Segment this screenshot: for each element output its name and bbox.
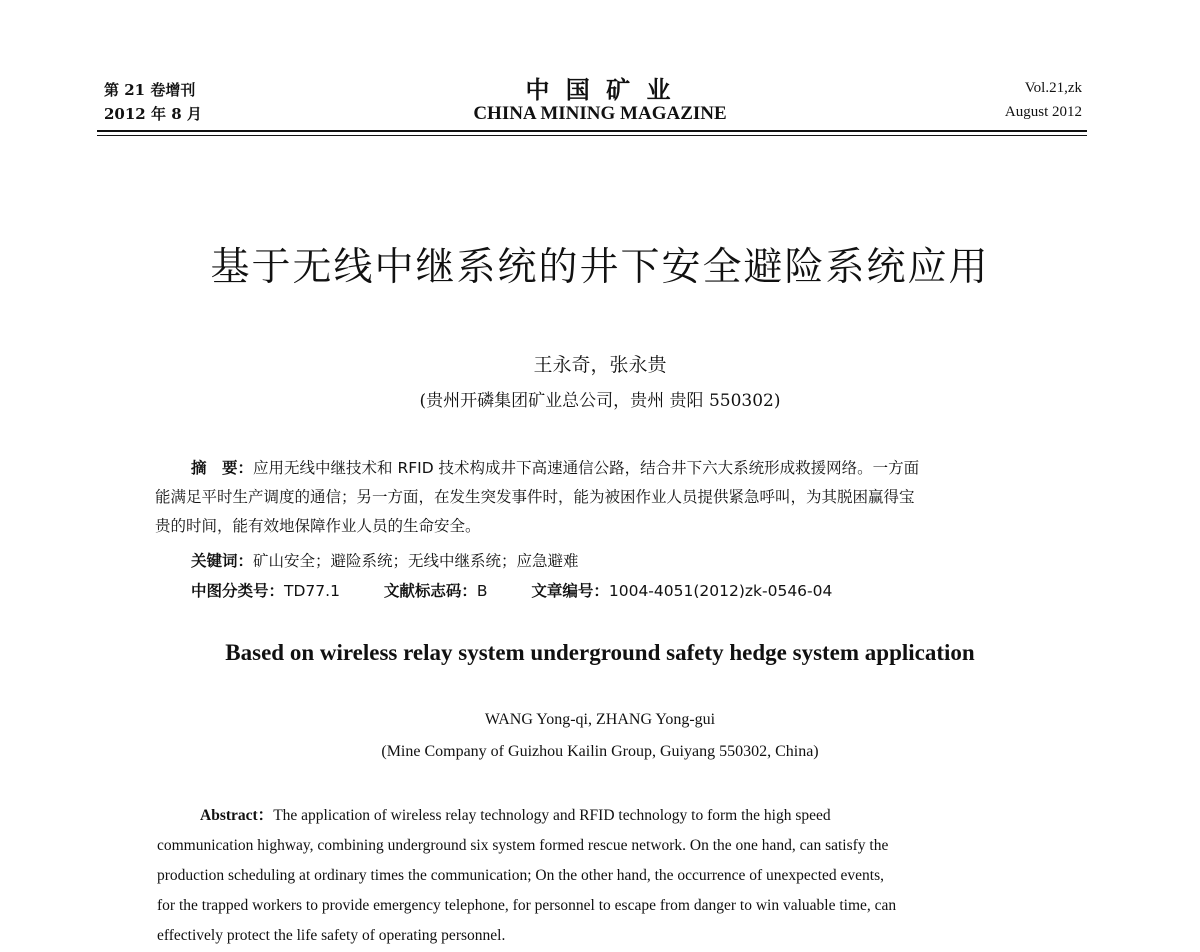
abstract-cn-line: 摘 要：应用无线中继技术和 RFID 技术构成井下高速通信公路，结合井下六大系统形成救援网络。一方面 [191, 459, 920, 477]
authors-en: WANG Yong-qi, ZHANG Yong-gui [484, 711, 716, 728]
journal-title-cn: 中 国 矿 业 [525, 75, 675, 104]
keywords-cn-text: 矿山安全；避险系统；无线中继系统；应急避难 [253, 552, 579, 570]
doc-code-value: B [476, 582, 488, 600]
article-no-value: 1004-4051(2012)zk-0546-04 [608, 582, 833, 600]
abstract-cn-label: 摘 要： [191, 459, 254, 477]
journal-title-en: CHINA MINING MAGAZINE [473, 103, 727, 124]
abstract-en-label: Abstract： [200, 807, 274, 824]
authors-cn: 王永奇，张永贵 [533, 354, 667, 376]
abstract-en-line: effectively protect the life safety of operating personnel. [157, 927, 506, 944]
date-cn: 2012 年 8 月 [104, 105, 202, 123]
classification-row: 中图分类号：TD77.1 文献标志码：B 文章编号：1004-4051(2012)zk-0546-04 [191, 582, 833, 600]
volume-cn: 第 21 卷增刊 [104, 81, 196, 99]
header-rule-thick [97, 130, 1087, 132]
affiliation-en: (Mine Company of Guizhou Kailin Group, Guiyang 550302, China) [381, 743, 819, 760]
clc-value: TD77.1 [284, 582, 340, 600]
paper-title-en: Based on wireless relay system underground safety hedge system application [225, 640, 975, 665]
keywords-cn [191, 547, 579, 576]
abstract-en-line: Abstract：The application of wireless relay technology and RFID technology to form the high speed [200, 807, 831, 824]
abstract-en-line: production scheduling at ordinary times the communication; On the other hand, the occurrence of unexpected events, [157, 867, 884, 884]
abstract-en-line: communication highway, combining underground six system formed rescue network. On the one hand, can satisfy the [157, 837, 889, 854]
abstract-cn-line: 能满足平时生产调度的通信；另一方面，在发生突发事件时，能为被困作业人员提供紧急呼叫，为其脱困赢得宝 [155, 488, 915, 506]
paper-title-cn: 基于无线中继系统的井下安全避险系统应用 [210, 245, 990, 290]
abstract-en [157, 801, 1037, 951]
volume-en: Vol.21,zk [1024, 80, 1082, 96]
abstract-en-line: for the trapped workers to provide emergency telephone, for personnel to escape from danger to win valuable time, can [157, 897, 897, 914]
abstract-cn [155, 454, 1035, 541]
abstract-cn-line: 贵的时间，能有效地保障作业人员的生命安全。 [155, 517, 481, 535]
keywords-cn-label: 关键词： [191, 552, 254, 570]
date-en: August 2012 [1004, 104, 1082, 120]
header-rule-thin [97, 135, 1087, 136]
affiliation-cn: (贵州开磷集团矿业总公司，贵州 贵阳 550302) [419, 391, 781, 411]
